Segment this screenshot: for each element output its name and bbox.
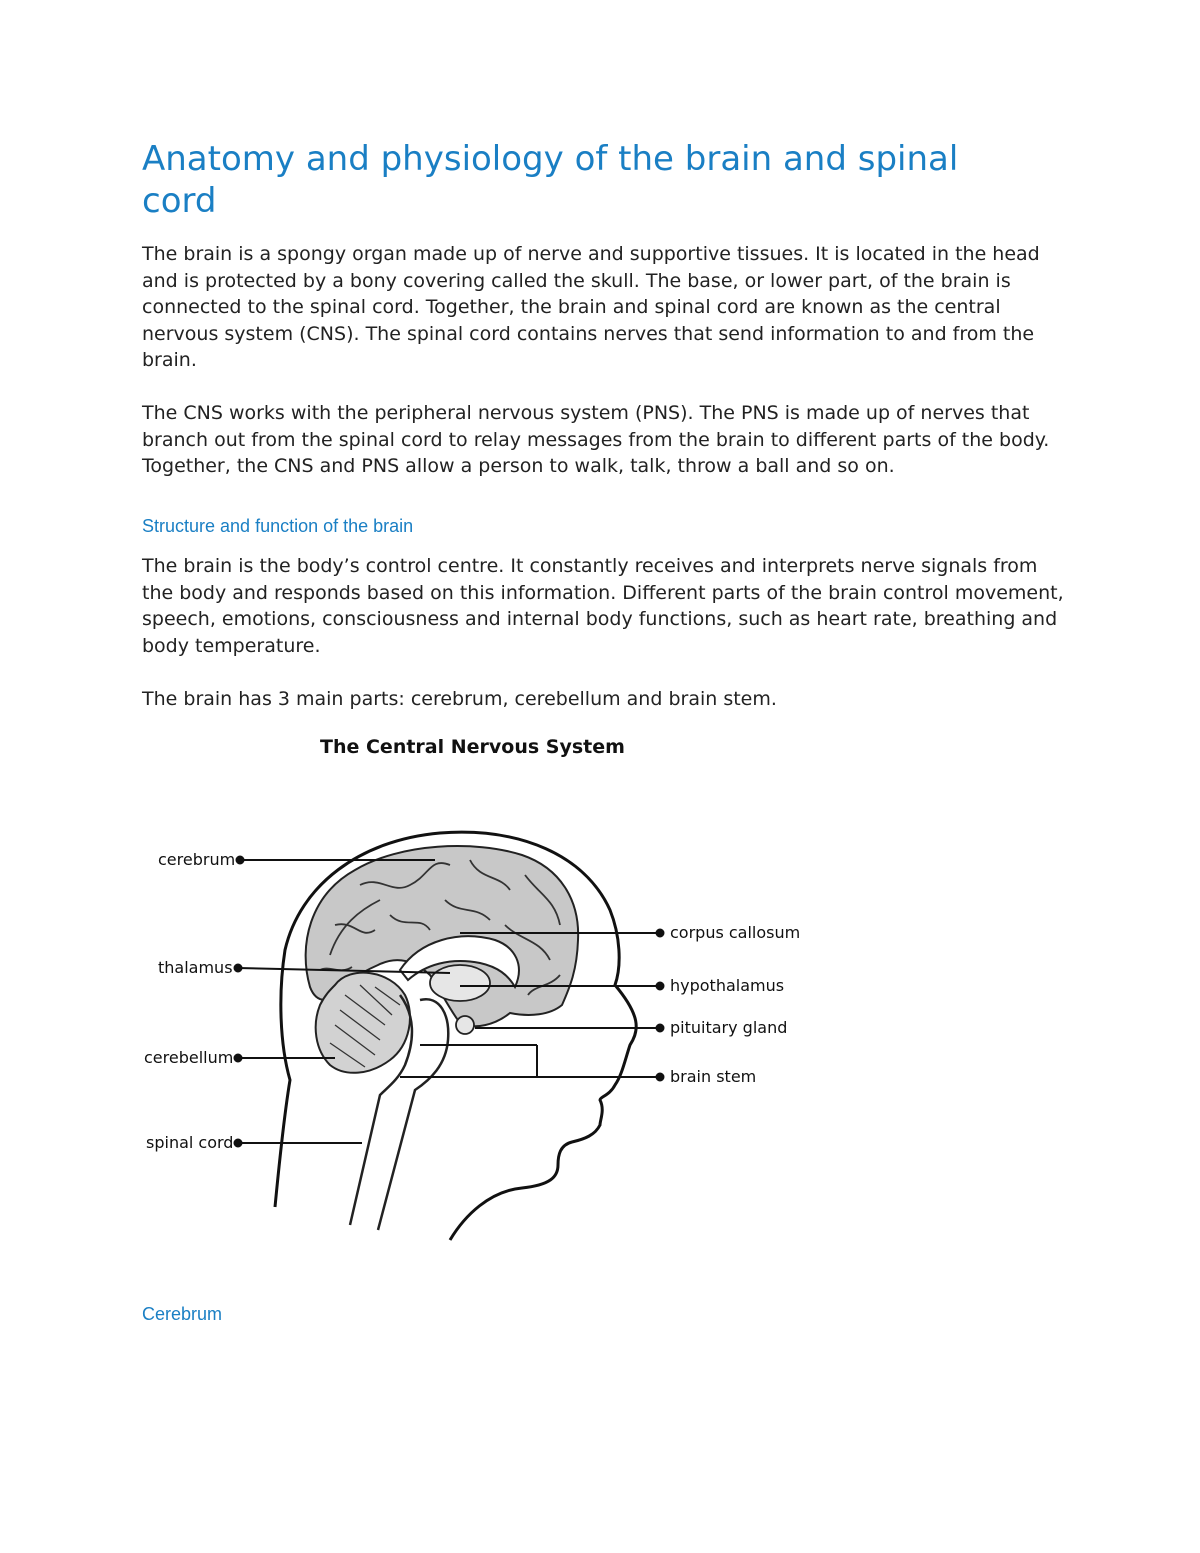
- paragraph-cns-intro: The brain is a spongy organ made up of nerve and supportive tissues. It is located in the head and is protected by a bony covering called the skull. The base, or lower part, of the brain is connected to the spinal cord. Together, the brain and spinal cord are known as the central nervous system (CNS). The spinal cord contains nerves that send information to and from the brain.: [142, 243, 1040, 371]
- label-cerebrum: cerebrum: [158, 850, 236, 869]
- label-hypothalamus: hypothalamus: [670, 976, 785, 995]
- label-pituitary-gland: pituitary gland: [670, 1018, 788, 1037]
- cns-diagram: [130, 725, 830, 1245]
- pituitary-shape: [456, 1016, 474, 1034]
- paragraph-main-parts: The brain has 3 main parts: cerebrum, cerebellum and brain stem.: [142, 688, 777, 710]
- page-title: Anatomy and physiology of the brain and spinal cord: [142, 139, 959, 221]
- label-corpus-callosum: corpus callosum: [670, 923, 801, 942]
- label-brain-stem: brain stem: [670, 1067, 757, 1086]
- thalamus-shape: [430, 965, 490, 1001]
- label-thalamus: thalamus: [158, 958, 233, 977]
- label-cerebellum: cerebellum: [144, 1048, 234, 1067]
- subheading-cerebrum: Cerebrum: [142, 1304, 223, 1324]
- diagram-title: The Central Nervous System: [320, 736, 625, 758]
- paragraph-control-centre: The brain is the body’s control centre. It constantly receives and interprets nerve signals from the body and responds based on this information. Different parts of the brain control movement, speech, emotions, consciousness and internal body functions, such as heart rate, breathing and body temperature.: [142, 555, 1064, 657]
- subheading-structure: Structure and function of the brain: [142, 516, 414, 536]
- paragraph-pns: The CNS works with the peripheral nervous system (PNS). The PNS is made up of nerves that branch out from the spinal cord to relay messages from the brain to different parts of the body. Together, the CNS and PNS allow a person to walk, talk, throw a ball and so on.: [142, 402, 1050, 477]
- label-spinal-cord: spinal cord: [146, 1133, 234, 1152]
